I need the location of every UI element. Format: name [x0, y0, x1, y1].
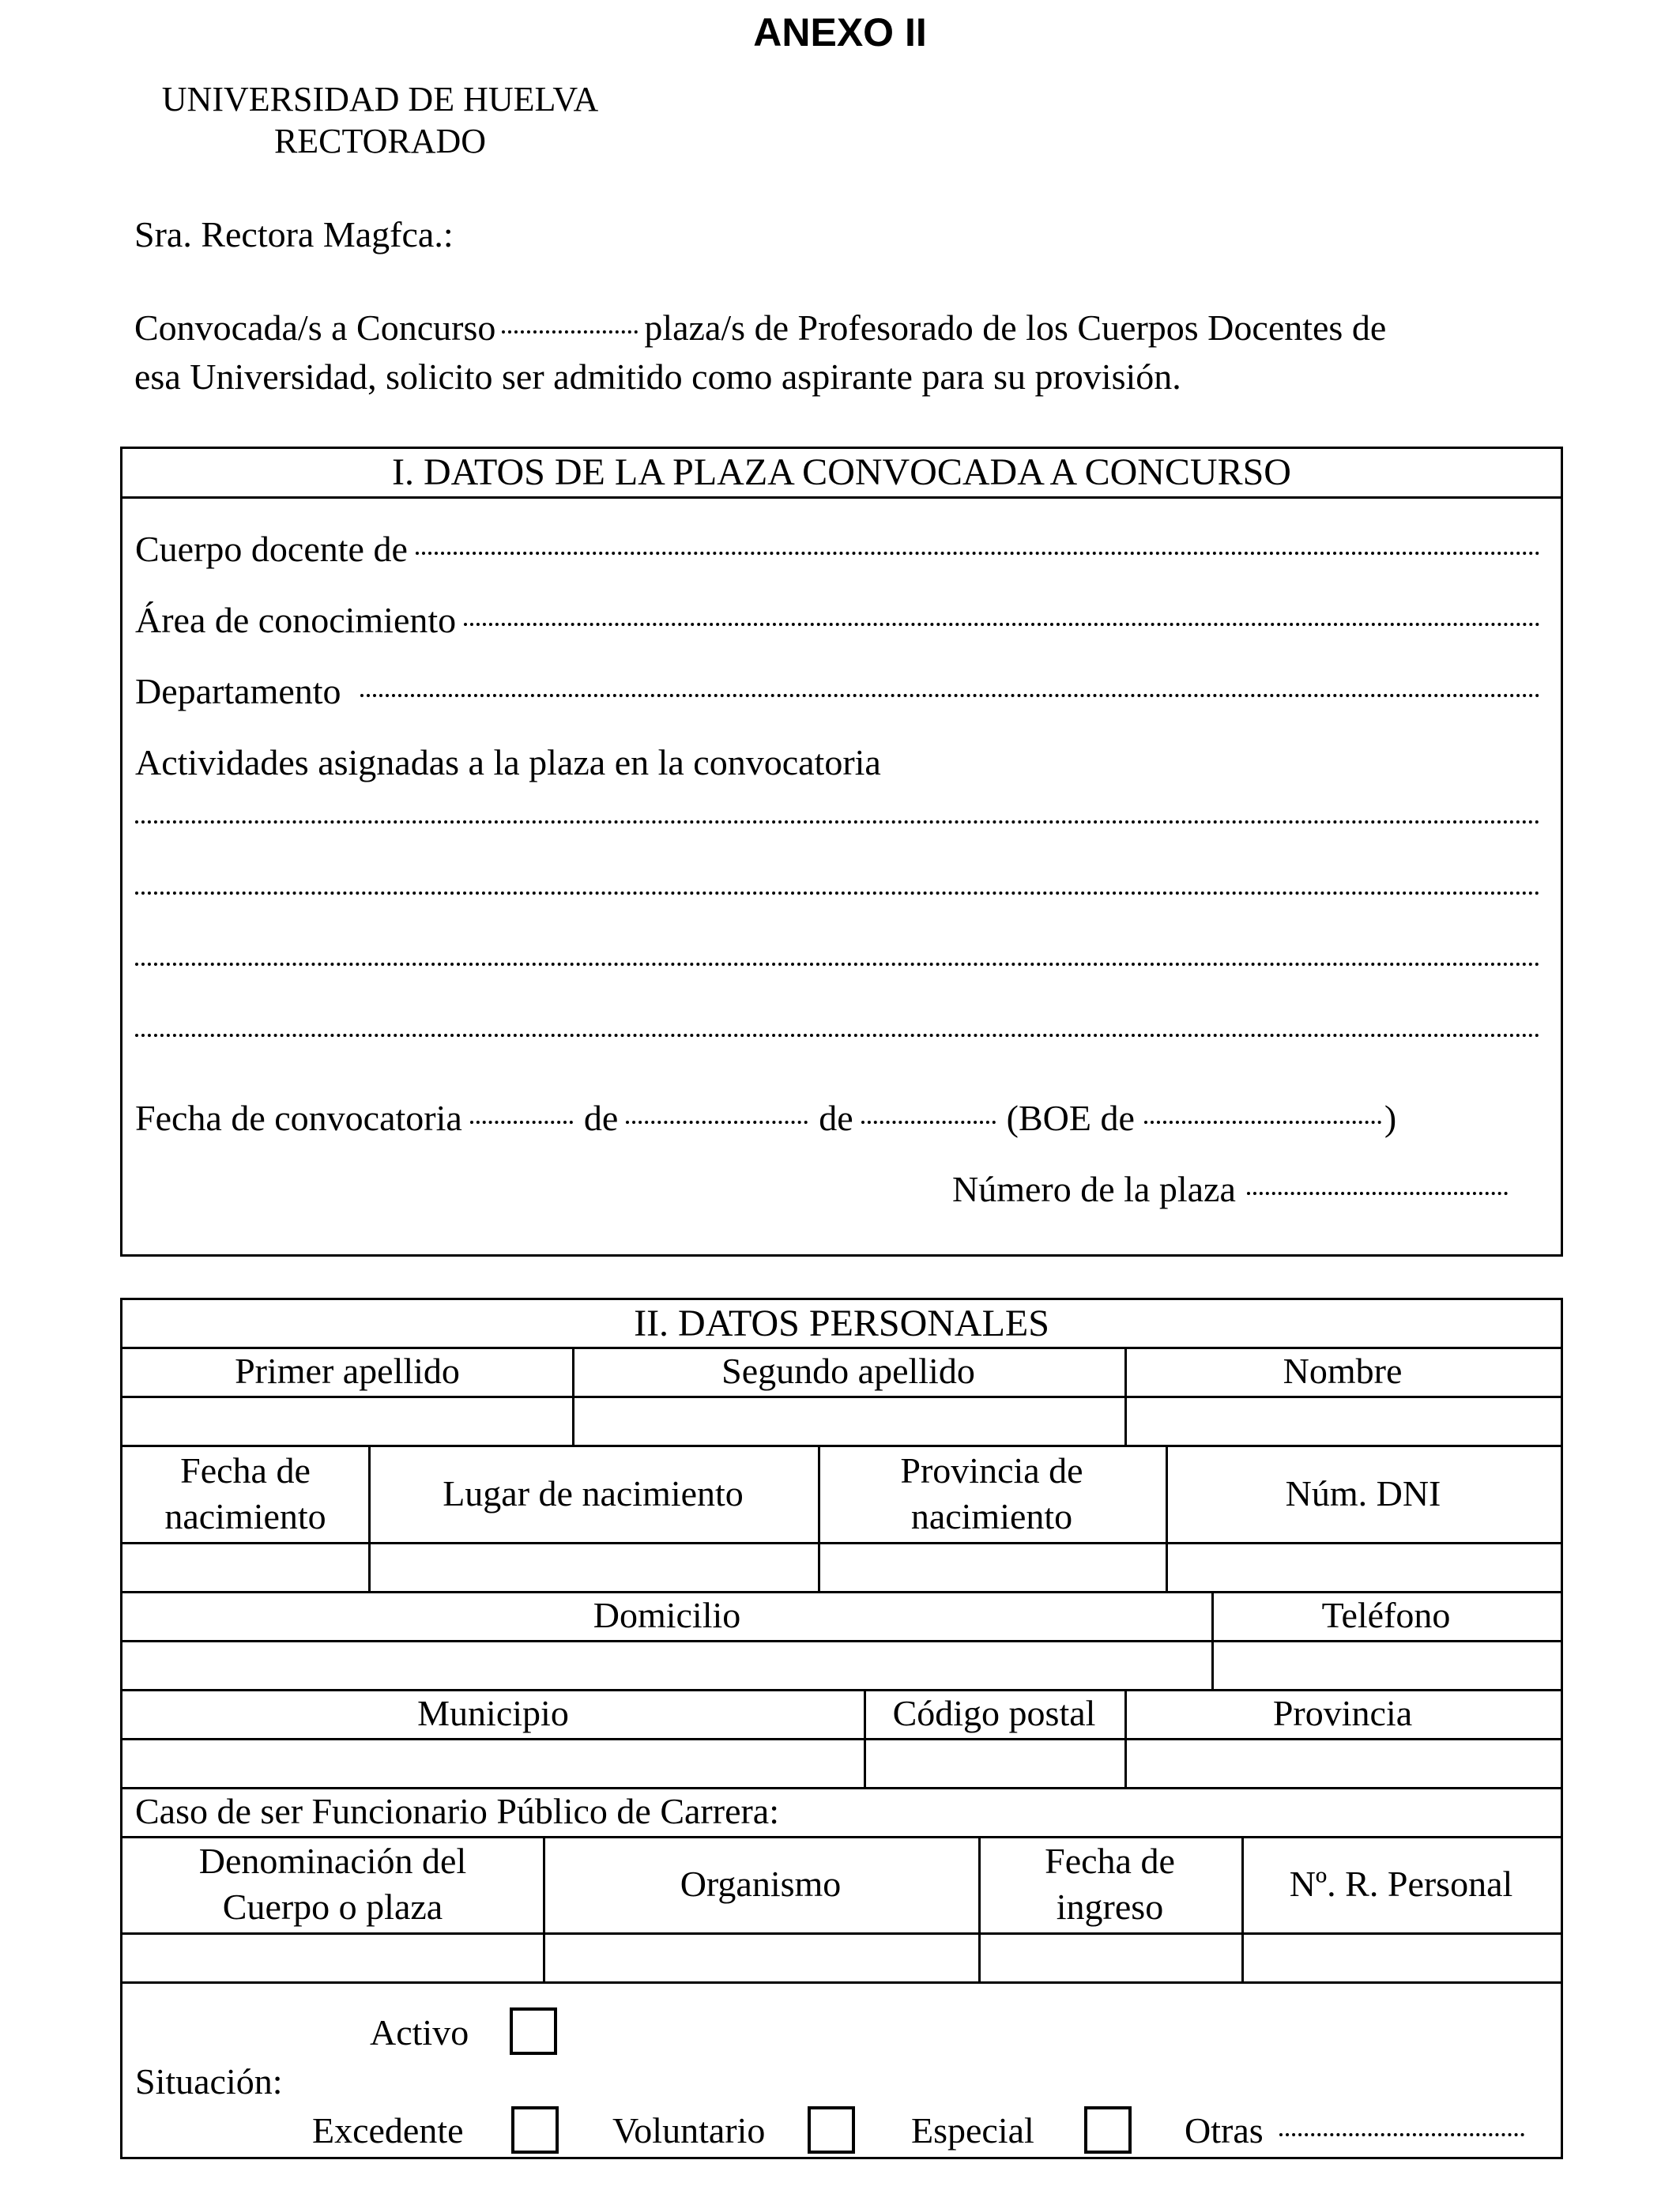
nrp-input[interactable] [1241, 1932, 1561, 1981]
voluntario-checkbox[interactable] [808, 2106, 855, 2154]
fecha-ingreso-label-line2: ingreso [1056, 1887, 1164, 1927]
actividades-line-3[interactable] [135, 969, 1540, 993]
municipio-input[interactable] [122, 1738, 864, 1787]
fecha-dia-field[interactable] [470, 1121, 573, 1124]
codigo-postal-input[interactable] [864, 1738, 1124, 1787]
dotted-line [135, 1034, 1540, 1037]
provincia-nacimiento-input[interactable] [818, 1542, 1166, 1591]
lugar-nacimiento-input[interactable] [368, 1542, 818, 1591]
provincia-input[interactable] [1124, 1738, 1561, 1787]
salutation: Sra. Rectora Magfca.: [134, 214, 454, 254]
nombre-input[interactable] [1124, 1396, 1561, 1445]
office-name: RECTORADO [273, 122, 487, 160]
organismo-input[interactable] [543, 1932, 978, 1981]
otras-row [1185, 2109, 1524, 2151]
fecha-nacimiento-label-line1: Fecha de [180, 1449, 311, 1491]
domicilio-input[interactable] [122, 1640, 1211, 1689]
provincia-nacimiento-label [818, 1445, 1166, 1542]
otras-label: Otras [1185, 2110, 1264, 2151]
segundo-apellido-input[interactable] [572, 1396, 1124, 1445]
annex-title: ANEXO II [753, 10, 927, 55]
nrp-label: Nº. R. Personal [1289, 1864, 1513, 1904]
domicilio-label: Domicilio [593, 1595, 741, 1635]
activo-label: Activo [370, 2012, 469, 2053]
dotted-line [464, 623, 1540, 626]
plazas-count-field[interactable] [502, 330, 638, 334]
university-name: UNIVERSIDAD DE HUELVA [161, 80, 599, 119]
denominacion-label-line2: Cuerpo o plaza [222, 1887, 443, 1927]
provincia-nacimiento-label-line1: Provincia de [900, 1449, 1083, 1491]
fecha-convocatoria-label: Fecha de convocatoria [135, 1098, 462, 1138]
divider [122, 1981, 1561, 1984]
telefono-label: Teléfono [1321, 1595, 1451, 1635]
actividades-line-1[interactable] [135, 827, 1540, 850]
section-plaza-title: I. DATOS DE LA PLAZA CONVOCADA A CONCURSO [392, 451, 1291, 493]
intro-start: Convocada/s a Concurso [134, 307, 496, 348]
actividades-line-4[interactable] [135, 1040, 1540, 1064]
provincia-label: Provincia [1272, 1693, 1413, 1733]
area-conocimiento-label: Área de conocimiento [135, 600, 457, 640]
boe-label: (BOE de [1006, 1098, 1135, 1138]
divider [122, 496, 1561, 499]
otras-field[interactable] [1279, 2133, 1524, 2136]
fecha-nacimiento-input[interactable] [122, 1542, 368, 1591]
dotted-line [135, 820, 1540, 824]
dotted-line [135, 963, 1540, 966]
fecha-anio-field[interactable] [861, 1121, 996, 1124]
fecha-nacimiento-label-line2: nacimiento [164, 1495, 326, 1536]
denominacion-label [122, 1836, 543, 1932]
intro-line-2: esa Universidad, solicito ser admitido como aspirante para su provisión. [134, 356, 1181, 397]
dotted-line [135, 892, 1540, 895]
de-label: de [819, 1098, 853, 1138]
nombre-label: Nombre [1283, 1351, 1403, 1391]
cuerpo-docente-label: Cuerpo docente de [135, 529, 408, 569]
segundo-apellido-label: Segundo apellido [721, 1351, 975, 1391]
departamento-field[interactable] [135, 670, 1540, 712]
departamento-label: Departamento [135, 671, 341, 711]
dotted-line [416, 552, 1540, 555]
numero-plaza-field[interactable] [1247, 1192, 1508, 1195]
intro-line-1 [134, 307, 1386, 349]
denominacion-input[interactable] [122, 1932, 543, 1981]
de-label: de [583, 1098, 619, 1138]
lugar-nacimiento-label: Lugar de nacimiento [443, 1472, 744, 1514]
fecha-convocatoria-row [135, 1097, 1513, 1139]
fecha-ingreso-input[interactable] [978, 1932, 1241, 1981]
numero-plaza-row [952, 1168, 1508, 1210]
voluntario-label: Voluntario [612, 2110, 766, 2151]
section-plaza [120, 447, 1563, 1257]
actividades-label: Actividades asignadas a la plaza en la convocatoria [135, 742, 881, 782]
dotted-line [360, 694, 1540, 697]
fecha-ingreso-label-line1: Fecha de [1045, 1841, 1175, 1881]
situacion-label: Situación: [135, 2061, 283, 2102]
boe-field[interactable] [1144, 1121, 1381, 1124]
funcionario-label: Caso de ser Funcionario Público de Carrera: [135, 1791, 779, 1831]
actividades-line-2[interactable] [135, 898, 1540, 922]
fecha-nacimiento-label [122, 1445, 368, 1542]
especial-checkbox[interactable] [1084, 2106, 1132, 2154]
especial-label: Especial [911, 2110, 1034, 2151]
excedente-checkbox[interactable] [511, 2106, 559, 2154]
municipio-label: Municipio [417, 1693, 569, 1733]
numero-plaza-label: Número de la plaza [952, 1169, 1236, 1209]
boe-close: ) [1384, 1098, 1397, 1138]
actividades-heading [135, 741, 1540, 783]
dni-label: Núm. DNI [1285, 1472, 1441, 1514]
organismo-label: Organismo [680, 1864, 842, 1904]
fecha-ingreso-label [978, 1836, 1241, 1932]
section-personal [120, 1298, 1563, 2159]
activo-checkbox[interactable] [510, 2007, 557, 2055]
section-personal-title: II. DATOS PERSONALES [634, 1302, 1049, 1344]
fecha-mes-field[interactable] [626, 1121, 808, 1124]
intro-end: plaza/s de Profesorado de los Cuerpos Docentes de [644, 307, 1387, 348]
primer-apellido-label: Primer apellido [235, 1351, 460, 1391]
telefono-input[interactable] [1211, 1640, 1561, 1689]
dni-input[interactable] [1166, 1542, 1561, 1591]
primer-apellido-input[interactable] [122, 1396, 572, 1445]
provincia-nacimiento-label-line2: nacimiento [910, 1495, 1073, 1536]
denominacion-label-line1: Denominación del [198, 1841, 467, 1881]
excedente-label: Excedente [312, 2110, 464, 2151]
area-conocimiento-field[interactable] [135, 599, 1540, 641]
cuerpo-docente-field[interactable] [135, 528, 1540, 570]
codigo-postal-label: Código postal [892, 1693, 1096, 1733]
